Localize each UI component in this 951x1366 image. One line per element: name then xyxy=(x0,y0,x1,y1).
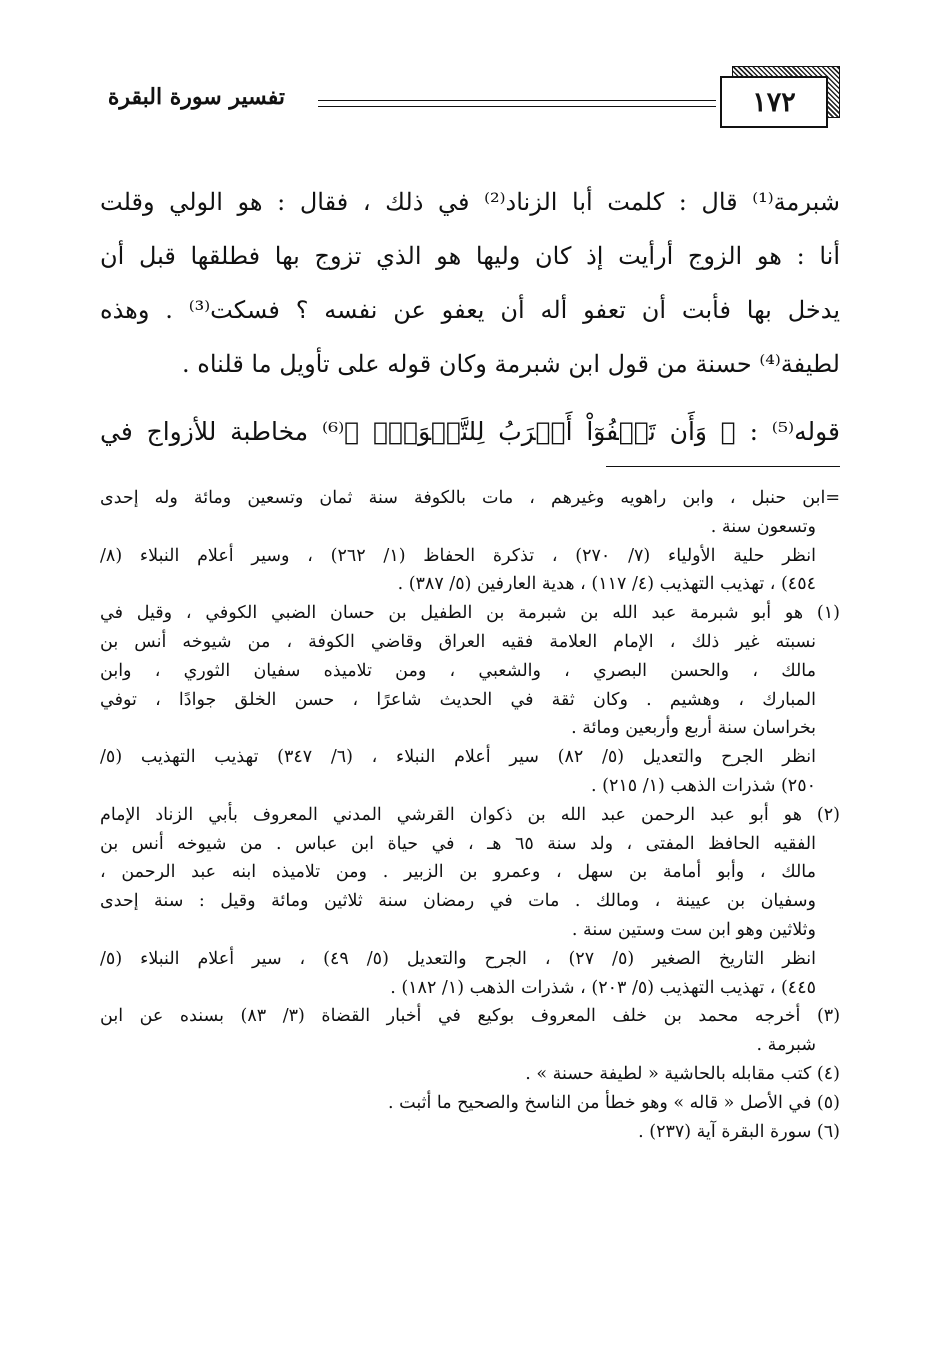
footnote-line: انظر الجرح والتعديل (٥/ ٨٢) سير أعلام النبلاء ، (٦/ ٣٤٧) تهذيب التهذيب (٥/ xyxy=(100,747,816,768)
footnote-line: وسفيان بن عيينة ، ومالك . مات في رمضان سنة ثلاثين ومائة وقيل : سنة إحدى xyxy=(100,891,816,912)
footnote-line: مالك ، وأبو أمامة بن سهل ، وعمرو بن الزبير . ومن تلاميذه ابنه عبد الرحمن ، xyxy=(100,862,816,883)
footnote-line: =ابن حنبل ، وابن راهويه وغيرهم ، مات بالكوفة سنة ثمان وتسعين ومائة وله إحدى xyxy=(100,488,840,508)
footnote-line: ٤٤٥) ، تهذيب التهذيب (٥/ ٢٠٣) ، شذرات الذهب (١/ ١٨٢) . xyxy=(390,977,816,998)
header-rule xyxy=(318,106,716,107)
footnote-line: الفقيه الحافظ المفتى ، ولد سنة ٦٥ هـ ، في حياة ابن عباس . من شيوخه أنس بن xyxy=(100,833,816,854)
footnote-line: انظر حلية الأولياء (٧/ ٢٧٠) ، تذكرة الحفاظ (١/ ٢٦٢) ، وسير أعلام النبلاء (٨/ xyxy=(100,545,816,566)
running-title: تفسير سورة البقرة xyxy=(107,84,285,110)
text-line: يدخل بها فأبت أن تعفو أله أن يعفو عن نفسه ؟ فسكت⁽³⁾ . وهذه xyxy=(100,296,841,324)
footnote-line: (٢) هو أبو عبد الرحمن عبد الله بن ذكوان القرشي المدني المعروف بأبي الزناد الإمام xyxy=(100,804,840,825)
footnotes xyxy=(100,484,840,1146)
text-line: أنا : هو الزوج أرأيت إذ كان وليها هو الذي تزوج بها فطلقها قبل أن xyxy=(100,242,840,270)
footnote-line: (٤) كتب مقابله بالحاشية « لطيفة حسنة » . xyxy=(525,1063,840,1084)
footnote-line: ٤٥٤) ، تهذيب التهذيب (٤/ ١١٧) ، هدية العارفين (٥/ ٣٨٧) . xyxy=(397,574,816,595)
footnote-line: بخراسان سنة أربع وأربعين ومائة . xyxy=(571,718,816,739)
footnote-line: شبرمة . xyxy=(756,1035,816,1056)
header-rule xyxy=(318,100,716,101)
text-line-ayah: قوله⁽⁵⁾ : ﴿ وَأَن تَعۡفُوٓاْ أَقۡرَبُ لِلتَّقۡوَىٰۚ ﴾⁽⁶⁾ مخاطبة للأزواج في xyxy=(100,417,840,446)
page-number: ١٧٢ xyxy=(720,76,828,128)
text-line: لطيفة⁽⁴⁾ حسنة من قول ابن شبرمة وكان قوله على تأويل ما قلناه . xyxy=(182,350,840,378)
footnote-line: (٦) سورة البقرة آية (٢٣٧) . xyxy=(638,1121,840,1142)
main-text xyxy=(100,175,840,459)
footnote-line: مالك ، والحسن البصري ، والشعبي ، ومن تلاميذه سفيان الثوري ، وابن xyxy=(100,660,816,681)
footnote-line: (٣) أخرجه محمد بن خلف المعروف بوكيع في أخبار القضاة (٣/ ٨٣) بسنده عن ابن xyxy=(100,1006,841,1027)
footnote-line: انظر التاريخ الصغير (٥/ ٢٧) ، الجرح والتعديل (٥/ ٤٩) ، سير أعلام النبلاء (٥/ xyxy=(100,948,816,969)
text-line: شبرمة⁽¹⁾ قال : كلمت أبا الزناد⁽²⁾ في ذلك ، فقال : هو الولي وقلت xyxy=(100,188,840,216)
footnote-line: (٥) في الأصل « قاله » وهو خطأ من الناسخ والصحيح ما أثبت . xyxy=(388,1092,840,1113)
footnote-line: وثلاثين وهو ابن ست وستين سنة . xyxy=(571,919,816,940)
footnote-line: ٢٥٠) شذرات الذهب (١/ ٢١٥) . xyxy=(590,775,816,796)
footnote-line: (١) هو أبو شبرمة عبد الله بن شبرمة بن الطفيل بن حسان الضبي الكوفي ، وقيل في xyxy=(100,603,840,624)
footnote-line: نسبته غير ذلك ، الإمام العلامة فقيه العراق وقاضي الكوفة ، من شيوخه أنس بن xyxy=(100,631,816,652)
page-number-frame xyxy=(720,66,838,126)
footnote-line: المبارك ، وهشيم . وكان ثقة في الحديث شاعرًا ، حسن الخلق جوادًا ، توفي xyxy=(100,689,816,710)
footnote-line: وتسعون سنة . xyxy=(710,516,816,537)
footnote-separator xyxy=(606,466,840,467)
